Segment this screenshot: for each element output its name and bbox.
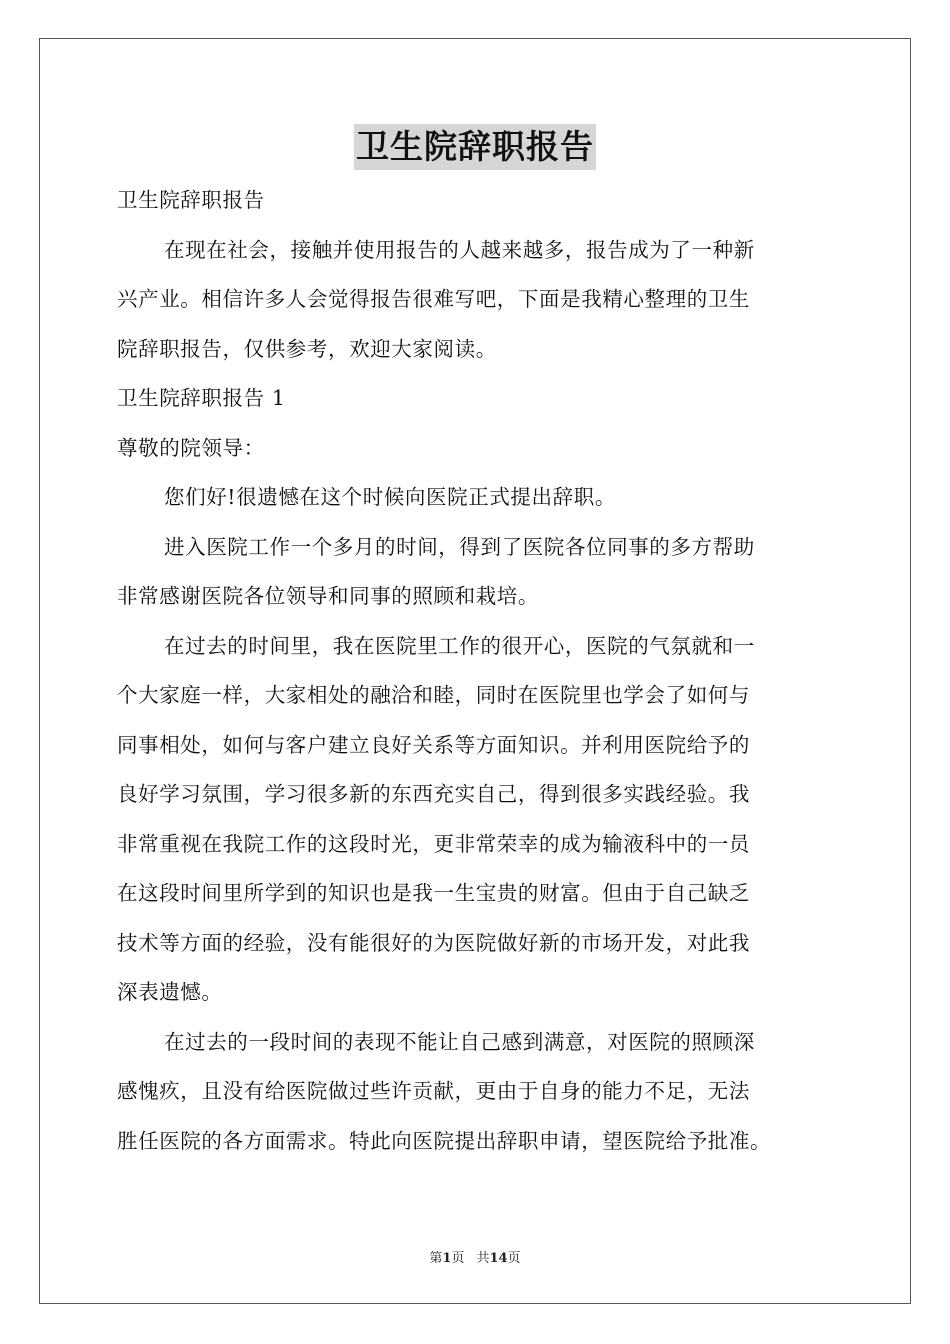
text-line: 技术等方面的经验，没有能很好的为医院做好新的市场开发，对此我 bbox=[117, 930, 750, 955]
text-line: 胜任医院的各方面需求。特此向医院提出辞职申请，望医院给予批准。 bbox=[117, 1128, 772, 1153]
document-title: 卫生院辞职报告 bbox=[354, 124, 596, 170]
total-pages: 14 bbox=[489, 1251, 508, 1266]
text-line: 兴产业。相信许多人会觉得报告很难写吧，下面是我精心整理的卫生 bbox=[117, 287, 750, 311]
text-line: 良好学习氛围，学习很多新的东西充实自己，得到很多实践经验。我 bbox=[117, 782, 750, 806]
page-prefix: 第 bbox=[429, 1251, 443, 1266]
text-line: 同事相处，如何与客户建立良好关系等方面知识。并利用医院给予的 bbox=[117, 732, 750, 757]
text-line: 非常重视在我院工作的这段时光，更非常荣幸的成为输液科中的一员 bbox=[117, 831, 750, 856]
text-line: 在过去的时间里，我在医院里工作的很开心，医院的气氛就和一 bbox=[164, 633, 755, 658]
page-suffix: 页 bbox=[451, 1251, 465, 1266]
text-line: 进入医院工作一个多月的时间，得到了医院各位同事的多方帮助 bbox=[164, 534, 755, 559]
text-line: 您们好!很遗憾在这个时候向医院正式提出辞职。 bbox=[164, 485, 616, 509]
text-line: 尊敬的院领导： bbox=[117, 435, 265, 460]
page-number: 1 bbox=[442, 1251, 452, 1266]
text-line: 深表遗憾。 bbox=[117, 980, 223, 1004]
page-footer bbox=[0, 1247, 950, 1266]
total-prefix: 共 bbox=[476, 1251, 490, 1266]
text-line: 感愧疚，且没有给医院做过些许贡献，更由于自身的能力不足，无法 bbox=[117, 1079, 750, 1103]
text-line: 院辞职报告，仅供参考，欢迎大家阅读。 bbox=[117, 336, 497, 361]
text-line: 个大家庭一样，大家相处的融洽和睦，同时在医院里也学会了如何与 bbox=[117, 683, 750, 707]
text-line: 在现在社会，接触并使用报告的人越来越多，报告成为了一种新 bbox=[164, 237, 755, 262]
title-container bbox=[0, 124, 950, 170]
document-body bbox=[117, 176, 833, 1166]
text-line: 卫生院辞职报告 bbox=[117, 188, 265, 212]
text-line: 在过去的一段时间的表现不能让自己感到满意，对医院的照顾深 bbox=[164, 1029, 755, 1054]
text-line: 在这段时间里所学到的知识也是我一生宝贵的财富。但由于自己缺乏 bbox=[117, 881, 750, 905]
total-suffix: 页 bbox=[507, 1251, 521, 1266]
text-line: 卫生院辞职报告 1 bbox=[117, 386, 286, 410]
text-line: 非常感谢医院各位领导和同事的照顾和栽培。 bbox=[117, 584, 539, 608]
